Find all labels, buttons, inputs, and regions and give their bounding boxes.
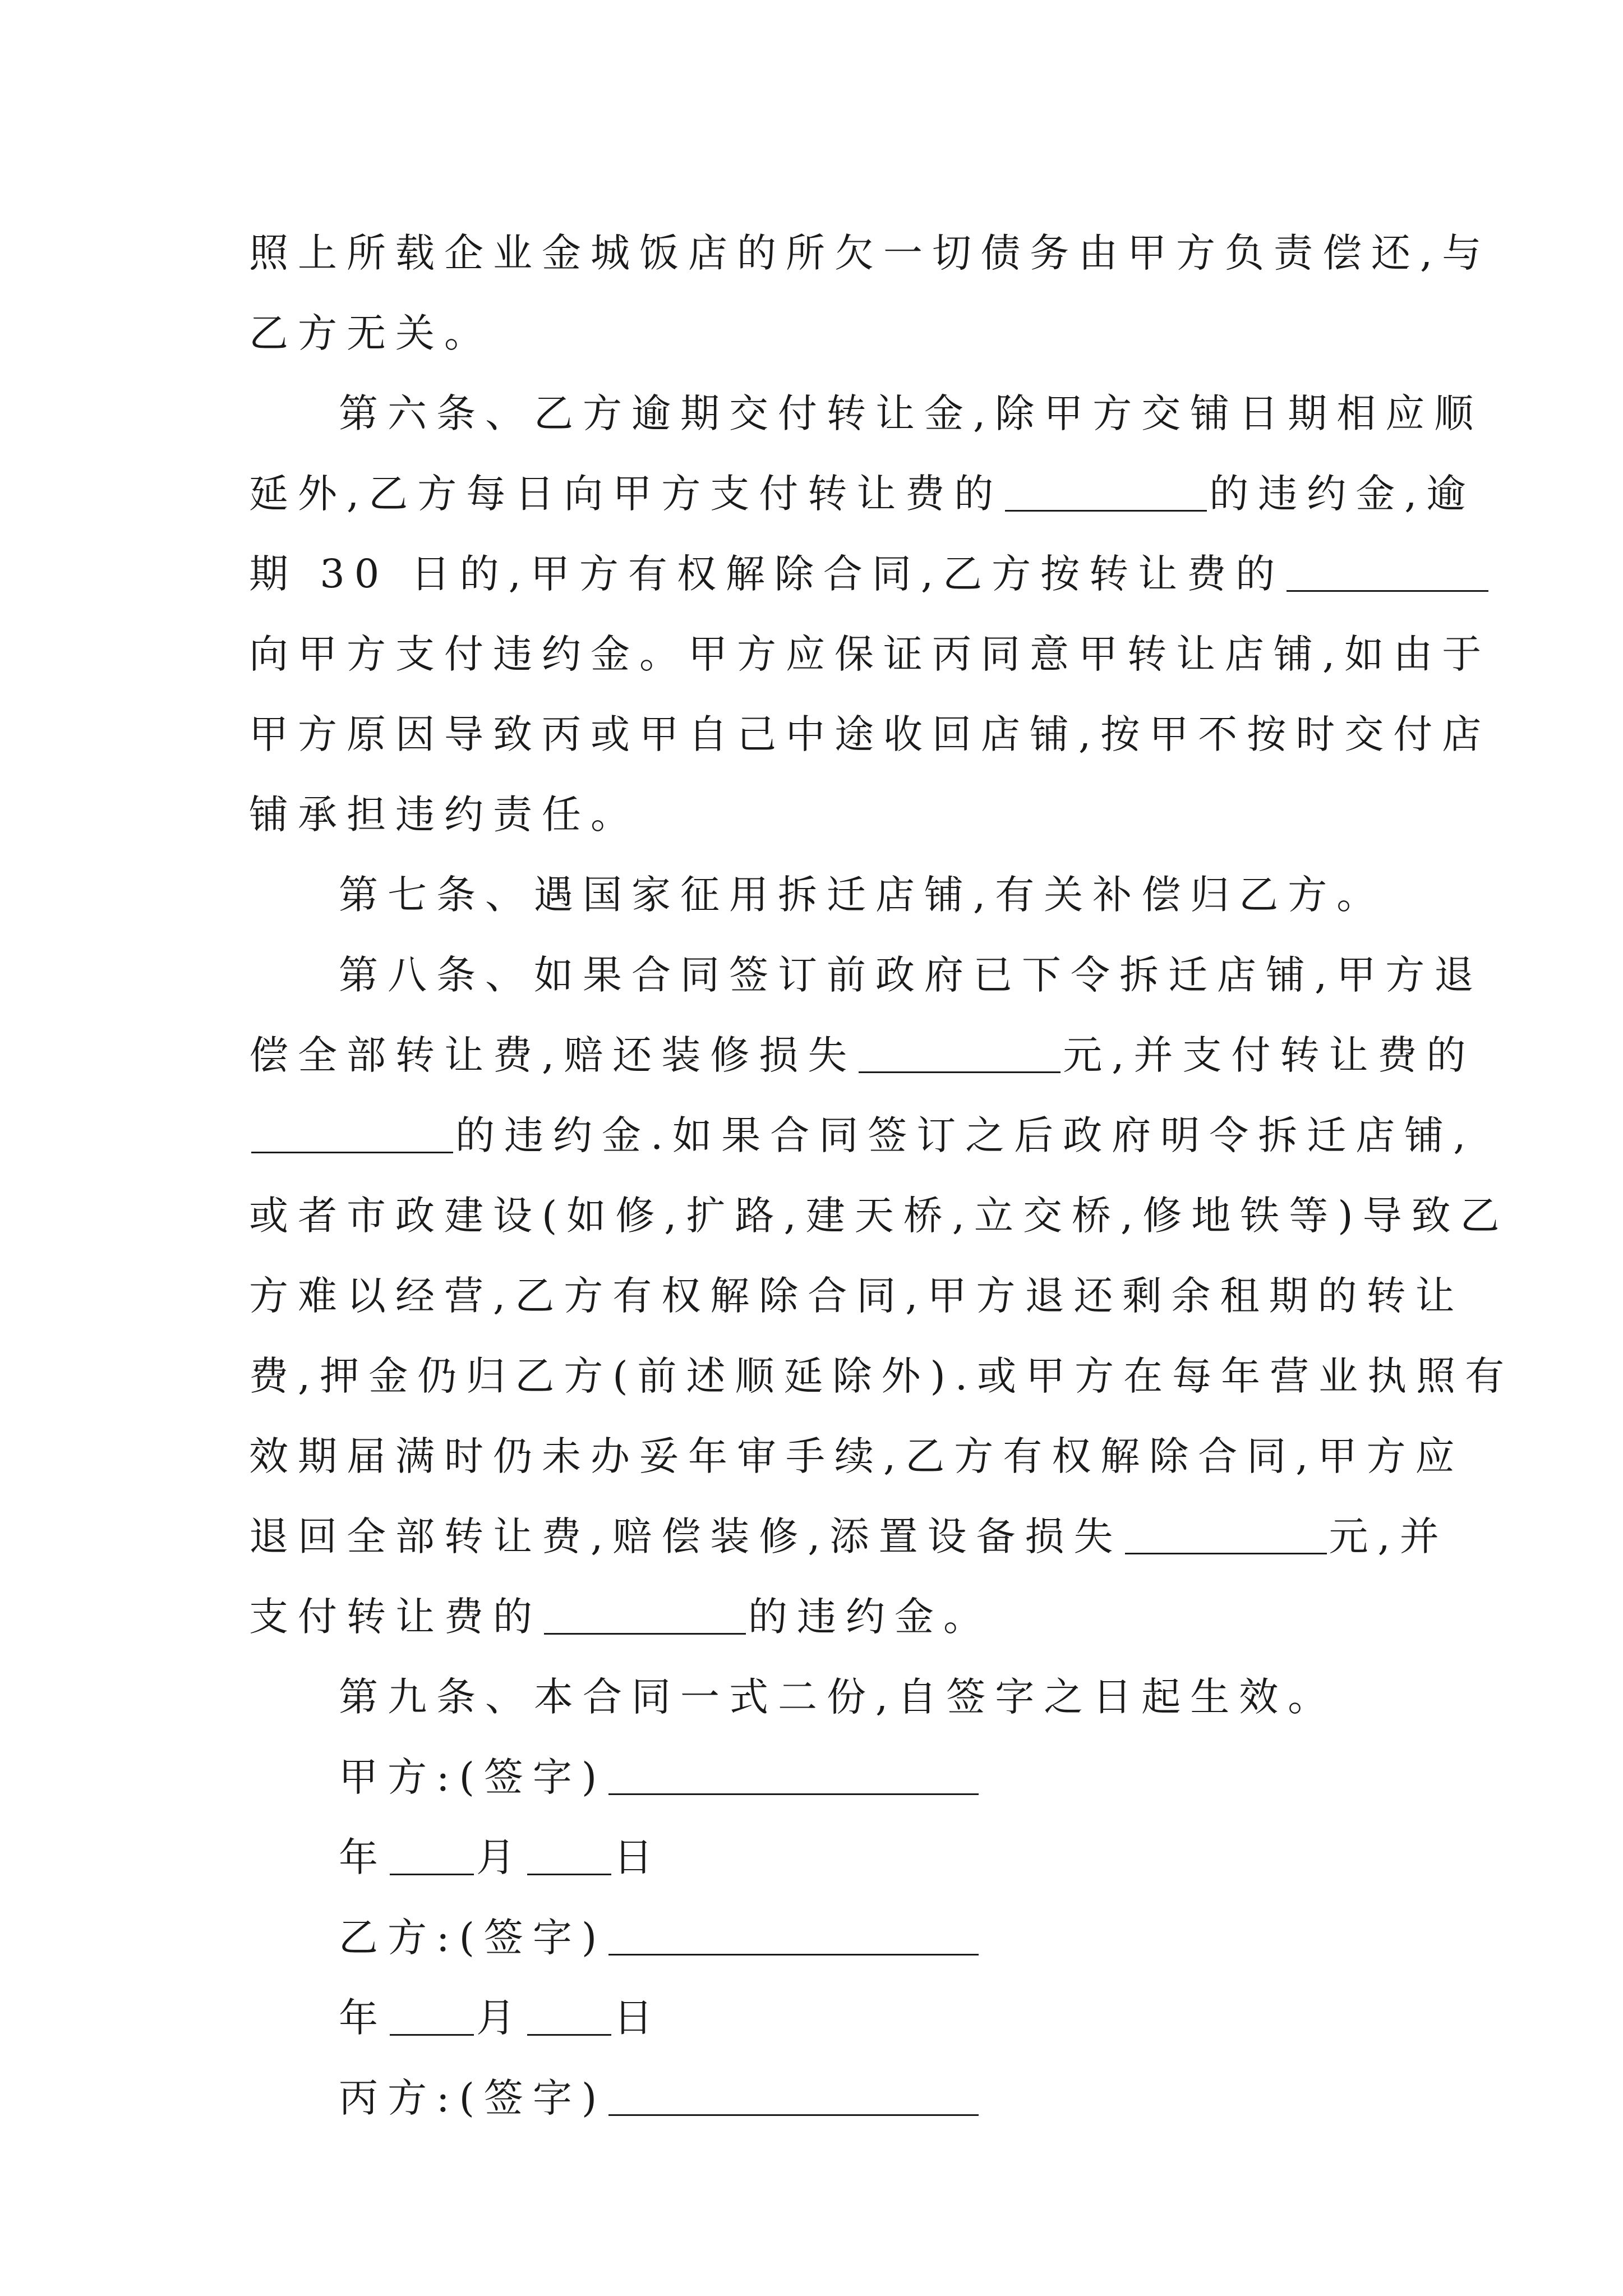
text-line bbox=[249, 1096, 1476, 1176]
text-line bbox=[249, 1577, 1393, 1657]
day-blank[interactable] bbox=[527, 1995, 611, 2036]
signature-blank[interactable] bbox=[608, 1915, 979, 1955]
month-label: 月 bbox=[476, 1995, 525, 2041]
line-text: 元,并 bbox=[1329, 1513, 1449, 1559]
party-c-signature bbox=[249, 2058, 1393, 2138]
text-line bbox=[249, 213, 1491, 293]
article-7-text bbox=[249, 855, 1393, 935]
line-text: 元,并支付转让费的 bbox=[1063, 1032, 1476, 1078]
line-text: 延外,乙方每日向甲方支付转让费的 bbox=[249, 471, 1003, 517]
text-line bbox=[249, 293, 1393, 374]
text-line bbox=[249, 534, 1393, 614]
line-text: 的违约金.如果合同签订之后政府明令拆迁店铺, bbox=[455, 1112, 1476, 1158]
month-blank[interactable] bbox=[390, 1834, 474, 1875]
line-text: 第八条、如果合同签订前政府已下令拆迁店铺,甲方退 bbox=[339, 952, 1483, 998]
line-text: 第九条、本合同一式二份,自签字之日起生效。 bbox=[339, 1674, 1337, 1720]
text-line bbox=[249, 454, 1476, 534]
article-8-heading bbox=[249, 935, 1483, 1015]
text-line bbox=[249, 1497, 1449, 1577]
line-text: 向甲方支付违约金。甲方应保证丙同意甲转让店铺,如由于 bbox=[249, 631, 1491, 677]
line-text: 或者市政建设(如修,扩路,建天桥,立交桥,修地铁等)导致乙 bbox=[249, 1193, 1509, 1239]
text-line bbox=[249, 1176, 1509, 1256]
signature-label: 乙方:(签字) bbox=[339, 1915, 607, 1961]
party-a-date bbox=[249, 1818, 1393, 1898]
party-a-signature bbox=[249, 1737, 1393, 1818]
line-text: 甲方原因导致丙或甲自己中途收回店铺,按甲不按时交付店 bbox=[249, 711, 1491, 757]
line-text: 偿全部转让费,赔还装修损失 bbox=[249, 1032, 857, 1078]
article-9-text bbox=[249, 1657, 1393, 1737]
text-line bbox=[249, 775, 1393, 855]
line-text: 效期届满时仍未办妥年审手续,乙方有权解除合同,甲方应 bbox=[249, 1433, 1464, 1479]
text-line bbox=[249, 1416, 1464, 1497]
year-label: 年 bbox=[339, 1995, 388, 2041]
day-label: 日 bbox=[614, 1995, 662, 2041]
fill-blank[interactable] bbox=[1125, 1513, 1327, 1554]
party-b-date bbox=[249, 1978, 1393, 2058]
line-text: 方难以经营,乙方有权解除合同,甲方退还剩余租期的转让 bbox=[249, 1273, 1464, 1319]
fill-blank[interactable] bbox=[544, 1594, 746, 1635]
text-line bbox=[249, 694, 1491, 775]
day-blank[interactable] bbox=[527, 1834, 611, 1875]
line-text: 费,押金仍归乙方(前述顺延除外).或甲方在每年营业执照有 bbox=[249, 1353, 1514, 1399]
signature-blank[interactable] bbox=[608, 1754, 979, 1795]
fill-blank[interactable] bbox=[1005, 471, 1207, 512]
signature-blank[interactable] bbox=[608, 2075, 979, 2116]
month-blank[interactable] bbox=[390, 1995, 474, 2036]
signature-label: 甲方:(签字) bbox=[339, 1754, 607, 1800]
text-line bbox=[249, 1336, 1514, 1416]
article-6-heading bbox=[249, 374, 1483, 454]
party-b-signature bbox=[249, 1898, 1393, 1978]
year-label: 年 bbox=[339, 1834, 388, 1880]
fill-blank[interactable] bbox=[251, 1112, 453, 1153]
fill-blank[interactable] bbox=[1287, 551, 1488, 592]
fill-blank[interactable] bbox=[859, 1032, 1061, 1073]
line-text: 期 30 日的,甲方有权解除合同,乙方按转让费的 bbox=[249, 551, 1285, 597]
line-text: 照上所载企业金城饭店的所欠一切债务由甲方负责偿还,与 bbox=[249, 230, 1491, 276]
line-text: 第六条、乙方逾期交付转让金,除甲方交铺日期相应顺 bbox=[339, 390, 1483, 436]
line-text: 支付转让费的 bbox=[249, 1594, 542, 1640]
text-line bbox=[249, 614, 1491, 694]
text-line bbox=[249, 1015, 1476, 1096]
line-text: 乙方无关。 bbox=[249, 310, 493, 356]
line-text: 的违约金,逾 bbox=[1209, 471, 1476, 517]
line-text: 退回全部转让费,赔偿装修,添置设备损失 bbox=[249, 1513, 1123, 1559]
day-label: 日 bbox=[614, 1834, 662, 1880]
contract-body bbox=[249, 213, 1514, 2138]
line-text: 的违约金。 bbox=[748, 1594, 992, 1640]
signature-label: 丙方:(签字) bbox=[339, 2075, 607, 2121]
month-label: 月 bbox=[476, 1834, 525, 1880]
line-text: 铺承担违约责任。 bbox=[249, 792, 639, 838]
text-line bbox=[249, 1256, 1464, 1336]
line-text: 第七条、遇国家征用拆迁店铺,有关补偿归乙方。 bbox=[339, 872, 1386, 918]
